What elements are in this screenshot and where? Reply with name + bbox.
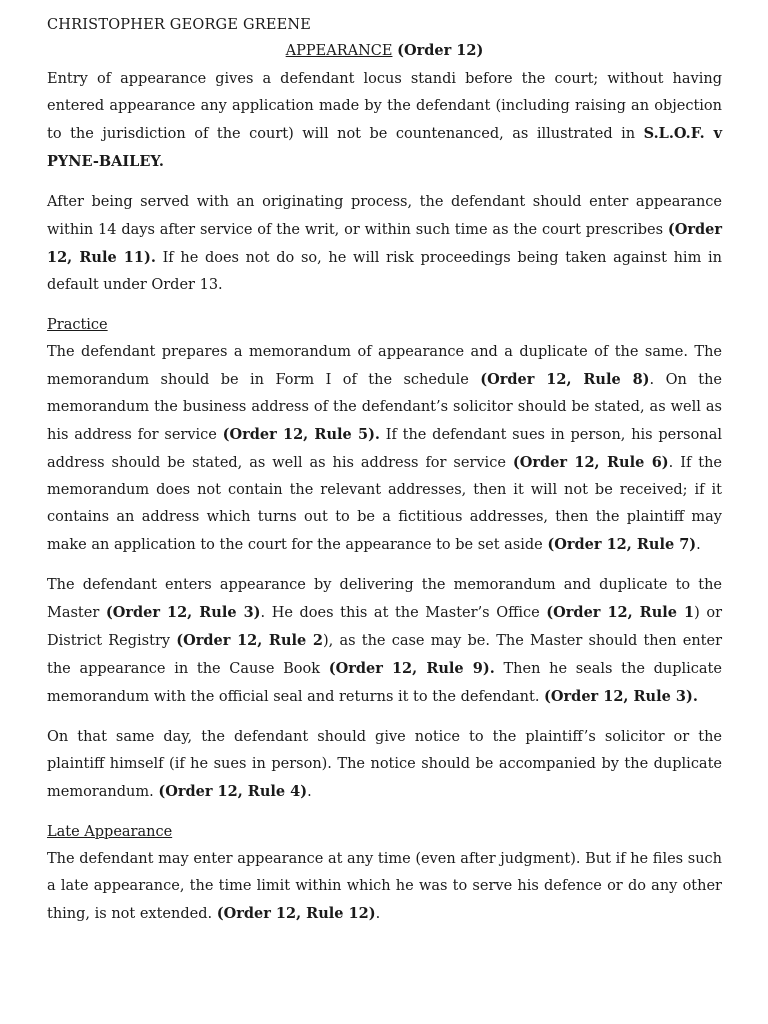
text-run: Entry of appearance gives a defendant locus standi before the court; without having entered appearance any application made by the defendant (including raising an objection to the jurisdiction of the court) will not be countenanced, as illustrated in: [47, 71, 722, 142]
rule-citation: (Order 12, Rule 4): [158, 783, 308, 800]
text-run: .: [307, 784, 312, 800]
rule-citation: (Order 12, Rule 12): [216, 905, 376, 922]
delivery-paragraph: [47, 572, 722, 711]
text-run: Then he seals the duplicate memorandum with the official seal and returns it to the defendant.: [47, 661, 722, 705]
late-appearance-heading: Late Appearance: [47, 824, 173, 840]
text-run: The defendant prepares a memorandum of appearance and a duplicate of the same. The memorandum should be in Form I of the schedule: [47, 344, 722, 388]
practice-paragraph: [47, 339, 722, 559]
text-run: If he does not do so, he will risk proceedings being taken against him in default under Order 13.: [47, 250, 722, 293]
service-paragraph: [47, 189, 722, 299]
text-run: ) or District Registry: [47, 605, 722, 649]
rule-citation: (Order 12, Rule 3): [105, 604, 261, 621]
text-run: . On the memorandum the business address of the defendant’s solicitor should be stated, as well as his address for service: [47, 372, 722, 443]
rule-citation: (Order 12, Rule 8): [480, 371, 650, 388]
practice-heading: Practice: [47, 317, 108, 333]
rule-citation: (Order 12, Rule 1: [546, 604, 695, 621]
text-run: .: [375, 906, 381, 922]
intro-paragraph: [47, 66, 722, 176]
text-run: On that same day, the defendant should give notice to the plaintiff’s solicitor or the plaintiff himself (if he sues in person). The notice should be accompanied by the duplicate memorandum.: [47, 729, 722, 800]
notice-paragraph: [47, 724, 722, 806]
rule-citation: (Order 12, Rule 5).: [222, 426, 380, 443]
rule-citation: (Order 12, Rule 9).: [328, 660, 495, 677]
title-reference: (Order 12): [397, 42, 484, 59]
text-run: . He does this at the Master’s Office: [260, 605, 547, 621]
text-run: After being served with an originating process, the defendant should enter appearance within 14 days after service of the writ, or within such time as the court prescribes: [47, 194, 722, 238]
text-run: .: [158, 153, 164, 170]
rule-citation: (Order 12, Rule 7): [547, 536, 697, 553]
text-run: .: [696, 537, 701, 553]
late-appearance-paragraph: [47, 846, 722, 928]
text-run: . If the memorandum does not contain the relevant addresses, then it will not be received; if it contains an address which turns out to be a fictitious addresses, then the plaintiff may make an application to the court for the appearance to be set aside: [47, 455, 723, 553]
text-run: If the defendant sues in person, his personal address should be stated, as well as his address for service: [47, 427, 722, 471]
case-citation: S.L.O.F. v PYNE-BAILEY: [47, 125, 722, 170]
text-run: The defendant may enter appearance at any time (even after judgment). But if he files such a late appearance, the time limit within which he was to serve his defence or do any other thing, is not extended.: [47, 851, 722, 922]
title-text: APPEARANCE: [285, 43, 393, 59]
author-name: CHRISTOPHER GEORGE GREENE: [47, 17, 312, 33]
text-run: ), as the case may be. The Master should then enter the appearance in the Cause Book: [47, 633, 723, 677]
rule-citation: (Order 12, Rule 2: [176, 632, 323, 649]
text-run: The defendant enters appearance by delivering the memorandum and duplicate to the Master: [47, 577, 722, 621]
page-title: [47, 40, 722, 62]
rule-citation: (Order 12, Rule 11).: [47, 221, 722, 266]
rule-citation: (Order 12, Rule 6): [512, 454, 669, 471]
rule-citation: (Order 12, Rule 3).: [544, 688, 698, 705]
